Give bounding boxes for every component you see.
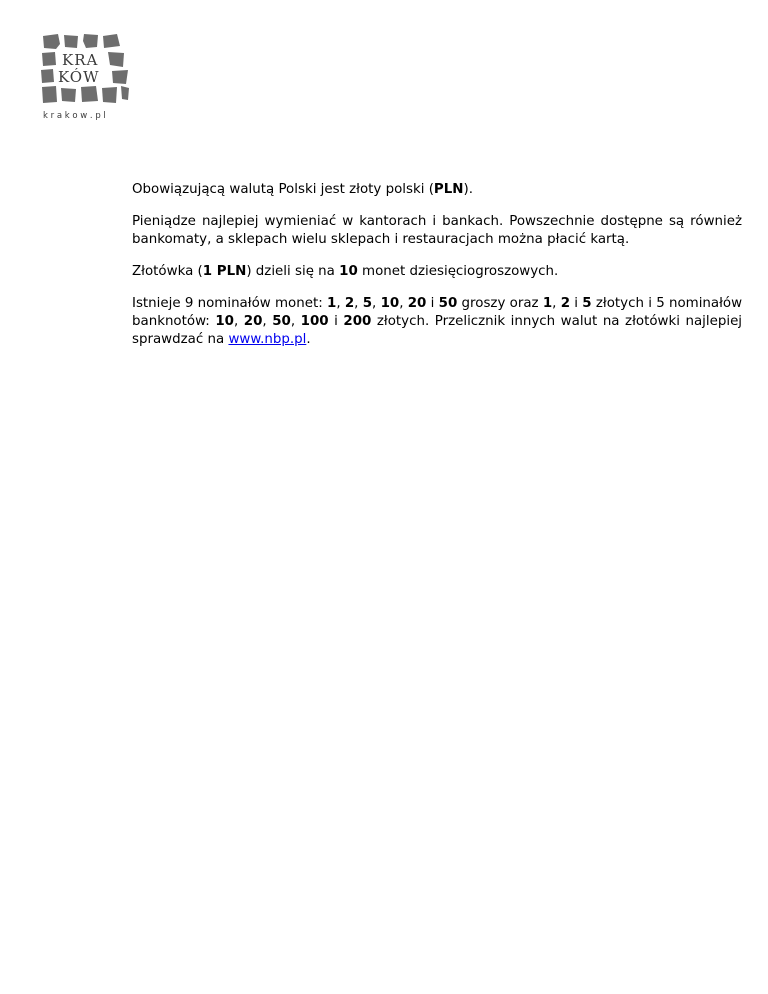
text: Obowiązującą walutą Polski jest złoty polski ( — [132, 182, 434, 197]
text: , — [354, 296, 363, 311]
banknote-value: 20 — [243, 314, 263, 329]
text: , — [233, 314, 244, 329]
logo-tagline: k r a k o w . p l — [43, 111, 106, 120]
banknote-value: 50 — [272, 314, 291, 329]
currency-info — [132, 181, 742, 363]
text: , — [552, 296, 561, 311]
text: ). — [463, 182, 473, 197]
text: , — [262, 314, 273, 329]
text: i — [570, 296, 583, 311]
paragraph-subdivision — [132, 263, 742, 281]
banknote-value: 10 — [215, 314, 234, 329]
coin-value: 5 — [582, 296, 592, 311]
paragraph-denominations — [132, 295, 742, 349]
text: , — [372, 296, 381, 311]
logo-text-line2: KÓW — [58, 68, 100, 86]
text: złotych i 5 nominałów banknotów: — [132, 296, 743, 329]
logo-text-line1: KRA — [62, 51, 99, 69]
coin-value: 2 — [560, 296, 571, 311]
text: monet dziesięciogroszowych. — [357, 264, 559, 279]
text: , — [399, 296, 408, 311]
text: i — [328, 314, 344, 329]
text: . — [306, 332, 311, 347]
bold-value: 10 — [339, 264, 358, 279]
currency-code: PLN — [433, 182, 464, 197]
coin-value: 5 — [362, 296, 373, 311]
text: , — [290, 314, 301, 329]
coin-value: 20 — [407, 296, 427, 311]
text: ) dzieli się na — [246, 264, 340, 279]
text: i — [426, 296, 439, 311]
coin-value: 2 — [344, 296, 355, 311]
text: Istnieje 9 nominałów monet: — [132, 296, 327, 311]
krakow-logo — [40, 32, 130, 120]
text: Złotówka ( — [132, 264, 203, 279]
coin-value: 50 — [438, 296, 458, 311]
paragraph-exchange — [132, 213, 742, 249]
krakow-logo-graphic — [40, 32, 130, 120]
text: , — [336, 296, 345, 311]
coin-value: 10 — [380, 296, 400, 311]
text: Pieniądze najlepiej wymieniać w kantorach i bankach. Powszechnie dostępne są również bankomaty, a sklepach wielu sklepach i restauracjach można płacić kartą. — [132, 214, 742, 247]
banknote-value: 100 — [300, 314, 329, 329]
text: groszy oraz — [457, 296, 543, 311]
paragraph-currency — [132, 181, 742, 199]
banknote-value: 200 — [343, 314, 372, 329]
nbp-link[interactable]: www.nbp.pl — [228, 332, 307, 347]
bold-value: 1 PLN — [202, 264, 247, 279]
coin-value: 1 — [542, 296, 553, 311]
text: złotych. Przelicznik innych walut na złotówki najlepiej sprawdzać na — [132, 314, 743, 347]
coin-value: 1 — [326, 296, 337, 311]
